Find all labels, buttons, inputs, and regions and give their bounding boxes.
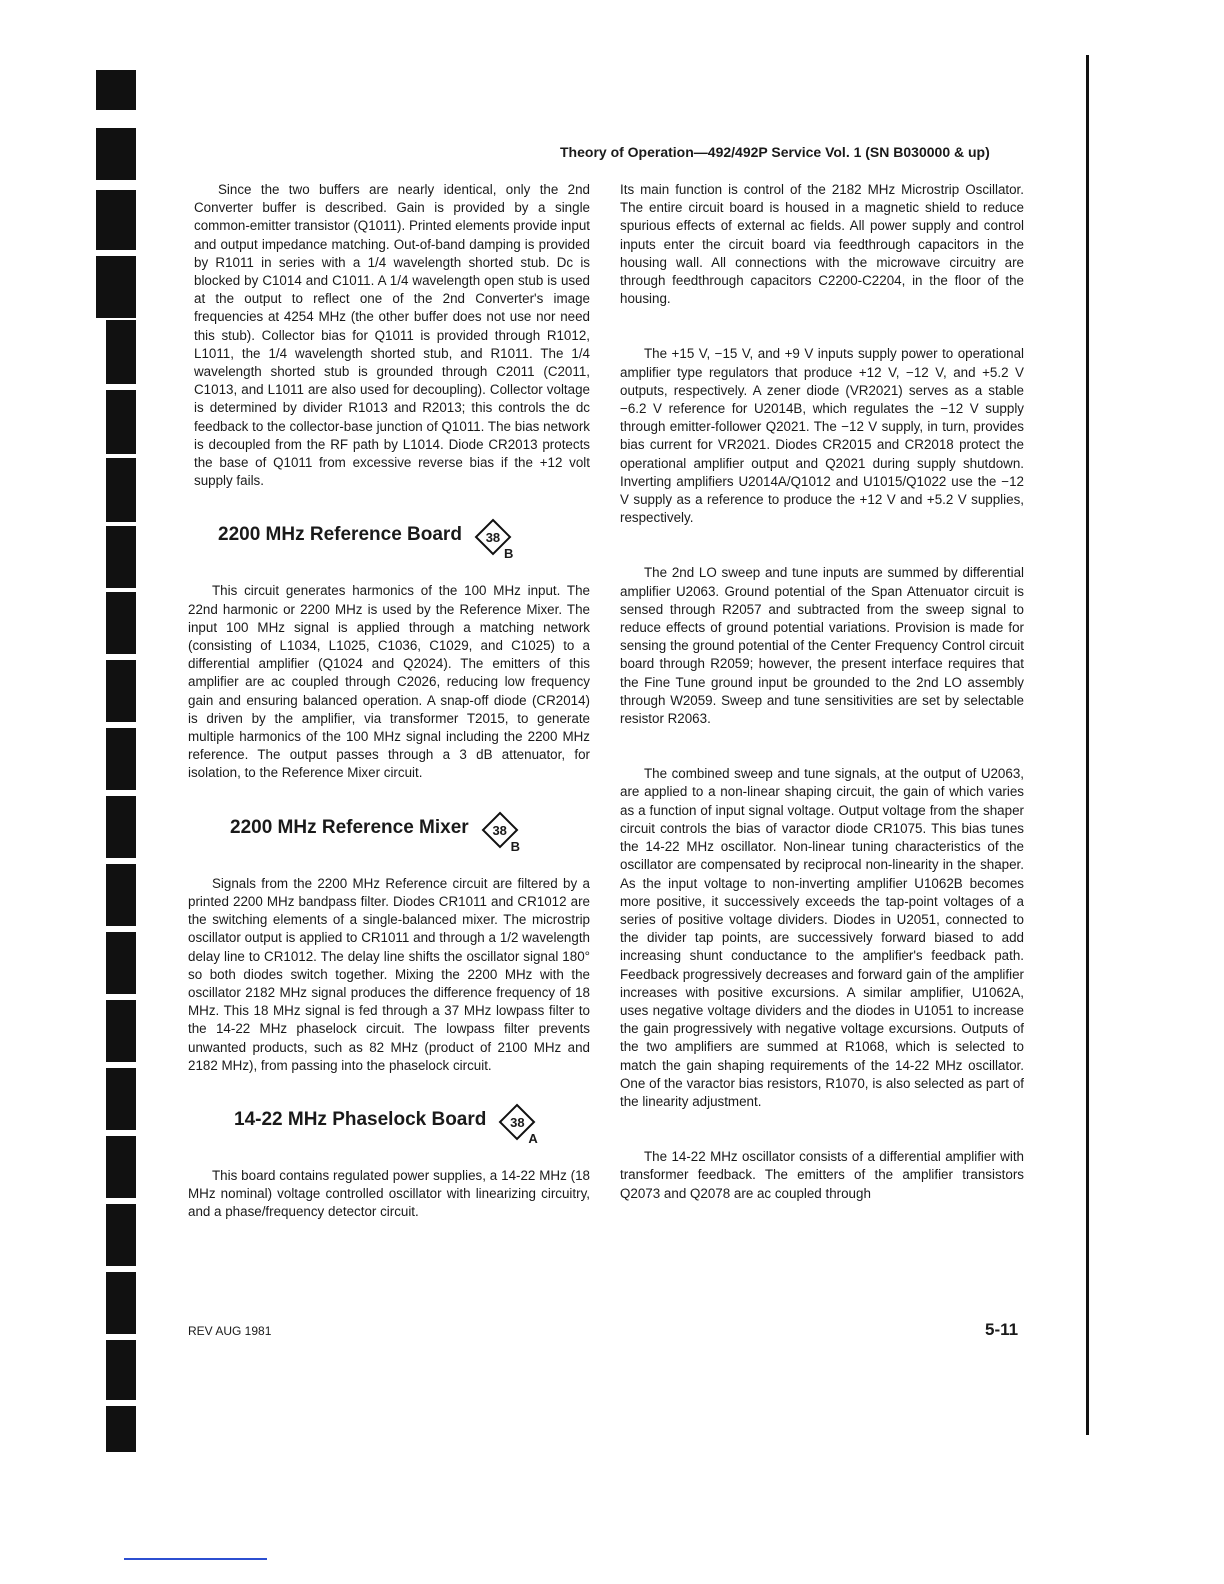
scan-artifact-line bbox=[124, 1558, 267, 1560]
right-column bbox=[620, 181, 1024, 1203]
edge-mark bbox=[106, 796, 136, 858]
page-number: 5-11 bbox=[985, 1320, 1019, 1339]
badge-letter: A bbox=[528, 1130, 538, 1146]
edge-mark bbox=[106, 1272, 136, 1334]
section-body: This board contains regulated power supplies, a 14-22 MHz (18 MHz nominal) voltage controlled oscillator with linearizing circuitry, and a phase/frequency detector circuit. bbox=[188, 1167, 590, 1220]
edge-mark bbox=[106, 728, 136, 790]
diagram-reference-badge bbox=[474, 518, 520, 564]
edge-mark bbox=[106, 1136, 136, 1198]
edge-mark bbox=[106, 320, 136, 384]
badge-number: 38 bbox=[485, 530, 501, 546]
section-heading-phaselock-board bbox=[188, 1103, 590, 1145]
paragraph-oscillator: The 14-22 MHz oscillator consists of a differential amplifier with transformer feedback. The emitters of the amplifier transistors Q2073 and Q2078 are ac coupled through bbox=[620, 1149, 1024, 1201]
edge-mark bbox=[96, 128, 136, 180]
badge-number: 38 bbox=[510, 1114, 525, 1130]
diagram-reference-badge bbox=[481, 811, 527, 857]
edge-mark bbox=[96, 190, 136, 250]
edge-mark bbox=[106, 864, 136, 926]
edge-mark bbox=[106, 390, 136, 454]
section-title: 2200 MHz Reference Mixer bbox=[230, 816, 469, 838]
edge-mark bbox=[106, 458, 136, 522]
section-heading-reference-board bbox=[188, 518, 590, 560]
badge-letter: B bbox=[503, 546, 514, 562]
paragraph-continued: Its main function is control of the 2182 MHz Microstrip Oscillator. The entire circuit board is housed in a magnetic shield to reduce spurious effects of external ac fields. All power supply and control inputs enter the circuit board via feedthrough capacitors in the housing wall. All connections with the microwave circuitry are through feedthrough capacitors C2200-C2204, in the floor of the housing. bbox=[620, 182, 1024, 307]
section-title: 14-22 MHz Phaselock Board bbox=[234, 1108, 487, 1130]
edge-mark bbox=[106, 932, 136, 994]
right-margin-rule bbox=[1086, 55, 1089, 1435]
edge-mark bbox=[106, 1068, 136, 1130]
paragraph-sweep-tune: The 2nd LO sweep and tune inputs are summed by differential amplifier U2063. Ground potential of the Span Attenuator circuit is sensed through R2057 and subtracted from the sweep signal to reduce effects of ground potential variations. Provision is made for sensing the ground potential of the Center Frequency Control circuit board through R2059; however, the present interface requires that the Fine Tune ground input be grounded to the 2nd LO assembly through W2059. Sweep and tune sensitivities are set by selectable resistor R2063. bbox=[620, 565, 1024, 727]
badge-number: 38 bbox=[492, 822, 507, 838]
edge-mark bbox=[106, 526, 136, 588]
section-title: 2200 MHz Reference Board bbox=[218, 524, 462, 546]
badge-letter: B bbox=[510, 838, 521, 854]
edge-mark bbox=[106, 1204, 136, 1266]
edge-mark bbox=[106, 1000, 136, 1062]
binder-edge-marks bbox=[96, 60, 142, 1460]
buffer-description-paragraph: Since the two buffers are nearly identical, only the 2nd Converter buffer is described. Gain is provided by a single common-emitter transistor (Q1011). Printed elements provide input and output impedance matching. Out-of-band damping is provided by R1011 in series with a 1/4 wavelength shorted stub. Dc is blocked by C1014 and C1011. A 1/4 wavelength open stub is used at the output to reflect one of the 2nd Converter's image frequencies at 4254 MHz (the other buffer does not use nor need this stub). Collector bias for Q1011 is provided through R1012, L1011, the 1/4 wavelength shorted stub, and R1011. The 1/4 wavelength shorted stub is grounded through C2011 (C2011, C1013, and L1011 are also used for decoupling). Collector voltage is determined by divider R1013 and R2013; this controls the dc feedback to the collector-base junction of Q1011. The bias network is decoupled from the RF path by L1014. Diode CR2013 protects the base of Q1011 from excessive reverse bias if the +12 volt supply fails. bbox=[194, 182, 590, 489]
running-header: Theory of Operation—492/492P Service Vol. 1 (SN B030000 & up) bbox=[560, 144, 990, 160]
section-heading-reference-mixer bbox=[188, 811, 590, 853]
edge-mark bbox=[106, 592, 136, 654]
left-column bbox=[188, 181, 590, 1222]
edge-mark bbox=[106, 1406, 136, 1452]
edge-mark bbox=[96, 256, 136, 318]
diagram-reference-badge bbox=[498, 1103, 544, 1149]
revision-date: REV AUG 1981 bbox=[188, 1324, 272, 1338]
edge-mark bbox=[96, 70, 136, 110]
paragraph-shaping-circuit: The combined sweep and tune signals, at the output of U2063, are applied to a non-linear shaping circuit, the gain of which varies as a function of input signal voltage. Output voltage from the shaper circuit controls the bias of varactor diode CR1075. This bias tunes the 14-22 MHz oscillator. Non-linear tuning characteristics of the oscillator are compensated by reciprocal non-linearity in the shaper. As the input voltage to non-inverting amplifier U1062B becomes more positive, it successively exceeds the tap-point voltages of a series of positive voltage dividers. Diodes in U2051, connected to the divider tap points, are successively forward biased to add increasing shunt conductance to the amplifier's feedback path. Feedback progressively decreases and forward gain of the amplifier increases with positive excursions. A similar amplifier, U1062A, uses negative voltage dividers and the diodes in U1051 to increase the gain progressively with negative voltage excursions. Outputs of the two amplifiers are summed at R1068, which is selected to match the gain shaping requirements of the 14-22 MHz oscillator. One of the varactor bias resistors, R1070, is also selected as part of the linearity adjustment. bbox=[620, 766, 1024, 1109]
section-body: Signals from the 2200 MHz Reference circuit are filtered by a printed 2200 MHz bandpass filter. Diodes CR1011 and CR1012 are the switching elements of a single-balanced mixer. The microstrip oscillator output is applied to CR1011 and through a 1/2 wavelength delay line to CR1012. The delay line shifts the oscillator signal 180° so both diodes switch together. Mixing the 2200 MHz with the oscillator 2182 MHz signal produces the difference frequency of 18 MHz. This 18 MHz signal is fed through a 37 MHz lowpass filter to the 14-22 MHz phaselock circuit. The lowpass filter prevents unwanted products, such as 82 MHz (product of 2100 MHz and 2182 MHz), from passing into the phaselock circuit. bbox=[188, 875, 590, 1073]
edge-mark bbox=[106, 660, 136, 722]
paragraph-power-supplies: The +15 V, −15 V, and +9 V inputs supply power to operational amplifier type regulators that produce +12 V, −12 V, and +5.2 V outputs, respectively. A zener diode (VR2021) serves as a stable −6.2 V reference for U2014B, which regulates the −12 V supply through emitter-follower Q2021. The −12 V supply, in turn, provides bias current for VR2021. Diodes CR2015 and CR2018 protect the operational amplifier output and Q2021 during supply shutdown. Inverting amplifiers U2014A/Q1012 and U1015/Q1022 use the −12 V supply as a reference to produce the +12 V and +5.2 V supplies, respectively. bbox=[620, 346, 1024, 526]
section-body: This circuit generates harmonics of the 100 MHz input. The 22nd harmonic or 2200 MHz is used by the Reference Mixer. The input 100 MHz signal is applied through a matching network (consisting of L1034, L1025, C1036, C1029, and C1025) to a differential amplifier (Q1024 and Q2024). The emitters of this amplifier are ac coupled through C2026, reducing low frequency gain and ensuring balanced operation. A snap-off diode (CR2014) is driven by the amplifier, via transformer T2015, to generate multiple harmonics of the 100 MHz signal including the 2200 MHz reference. The output passes through a 3 dB attenuator, for isolation, to the Reference Mixer circuit. bbox=[188, 583, 590, 781]
edge-mark bbox=[106, 1340, 136, 1400]
